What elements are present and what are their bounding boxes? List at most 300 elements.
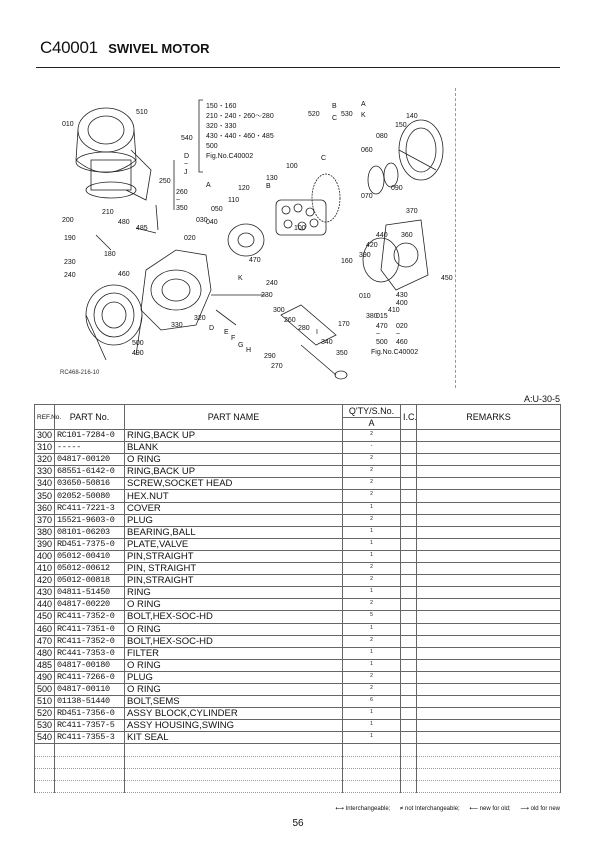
svg-text:260: 260 [284, 317, 296, 324]
svg-text:330: 330 [171, 322, 183, 329]
empty-cell [125, 780, 343, 792]
cell-ref-no: 310 [35, 442, 55, 454]
cell-ref-no: 420 [35, 575, 55, 587]
cell-qty: 2 [343, 683, 401, 695]
empty-cell [343, 744, 401, 756]
cell-ref-no: 350 [35, 490, 55, 502]
svg-text:540: 540 [181, 135, 193, 142]
col-ref-no: REF.No. [35, 405, 55, 430]
svg-text:480: 480 [118, 219, 130, 226]
cell-ref-no: 380 [35, 526, 55, 538]
table-row [35, 550, 561, 562]
empty-cell [125, 756, 343, 768]
col-qty-sub: A [343, 418, 401, 430]
cell-part-name: BOLT,HEX-SOC-HD [125, 635, 343, 647]
cell-remarks [417, 671, 561, 683]
svg-text:320: 320 [194, 315, 206, 322]
cell-ref-no: 460 [35, 623, 55, 635]
svg-text:240: 240 [266, 280, 278, 287]
diagram-callout: 150・160 [206, 103, 237, 110]
diagram-callout: 430・440・460・485 [206, 133, 274, 140]
cell-ref-no: 510 [35, 696, 55, 708]
cell-remarks [417, 466, 561, 478]
cell-remarks [417, 563, 561, 575]
svg-text:100: 100 [286, 163, 298, 170]
cell-part-no: RC411-7357-5 [55, 720, 125, 732]
cell-part-name: O RING [125, 454, 343, 466]
cell-part-no: RC411-7355-3 [55, 732, 125, 744]
diagram-divider [455, 88, 456, 388]
svg-text:B: B [266, 183, 271, 190]
svg-text:500: 500 [132, 340, 144, 347]
cell-ref-no: 330 [35, 466, 55, 478]
table-row [35, 575, 561, 587]
cell-ic [401, 720, 417, 732]
svg-text:380: 380 [366, 313, 378, 320]
cell-part-no: 08101-06203 [55, 526, 125, 538]
cell-part-name: KIT SEAL [125, 732, 343, 744]
svg-text:I: I [316, 329, 318, 336]
page-header [40, 38, 210, 58]
cell-remarks [417, 732, 561, 744]
cell-ic [401, 454, 417, 466]
cell-ic [401, 683, 417, 695]
cell-ref-no: 530 [35, 720, 55, 732]
table-row [35, 502, 561, 514]
cell-qty: 5 [343, 611, 401, 623]
cell-remarks [417, 514, 561, 526]
cell-part-name: BEARING,BALL [125, 526, 343, 538]
exploded-parts-diagram [36, 90, 486, 390]
svg-text:300: 300 [273, 307, 285, 314]
svg-text:370: 370 [406, 208, 418, 215]
svg-text:230: 230 [64, 259, 76, 266]
table-row [35, 671, 561, 683]
cell-part-name: COVER [125, 502, 343, 514]
svg-text:500: 500 [376, 339, 388, 346]
svg-text:230: 230 [261, 292, 273, 299]
empty-cell [401, 780, 417, 792]
right-flange-illustration [399, 120, 443, 180]
cell-part-no: RC101-7284-0 [55, 430, 125, 442]
svg-text:530: 530 [341, 111, 353, 118]
cell-remarks [417, 454, 561, 466]
cell-part-no: 03650-50816 [55, 478, 125, 490]
diagram-callout: 210・240・260～280 [206, 113, 274, 120]
cell-remarks [417, 490, 561, 502]
cell-remarks [417, 587, 561, 599]
table-row [35, 611, 561, 623]
section-title: SWIVEL MOTOR [108, 41, 210, 56]
cell-ref-no: 430 [35, 587, 55, 599]
cell-qty: 2 [343, 563, 401, 575]
svg-text:110: 110 [228, 197, 240, 204]
cell-part-no: 04817-00180 [55, 659, 125, 671]
cell-part-no: 05012-00818 [55, 575, 125, 587]
cell-part-name: HEX.NUT [125, 490, 343, 502]
cell-part-no: RC441-7353-0 [55, 647, 125, 659]
table-row [35, 635, 561, 647]
cell-part-name: O RING [125, 599, 343, 611]
cell-part-no: 02052-50080 [55, 490, 125, 502]
diagram-callout: 320・330 [206, 123, 237, 130]
empty-row [35, 768, 561, 780]
svg-text:160: 160 [341, 258, 353, 265]
section-code: C40001 [40, 38, 98, 57]
cell-ic [401, 538, 417, 550]
svg-text:410: 410 [388, 307, 400, 314]
svg-text:080: 080 [376, 133, 388, 140]
cell-remarks [417, 550, 561, 562]
svg-text:~: ~ [176, 197, 181, 204]
cell-ic [401, 599, 417, 611]
cell-part-name: BOLT,HEX-SOC-HD [125, 611, 343, 623]
cell-part-name: RING,BACK UP [125, 466, 343, 478]
cell-ref-no: 390 [35, 538, 55, 550]
col-part-no: PART No. [55, 405, 125, 430]
cell-ref-no: 410 [35, 563, 55, 575]
svg-text:A: A [361, 101, 366, 108]
reference-code: A:U-30-5 [523, 394, 560, 404]
cell-part-no: 01138-51440 [55, 696, 125, 708]
cell-part-no: 05012-00612 [55, 563, 125, 575]
cell-part-no: RD451-7356-0 [55, 708, 125, 720]
table-row [35, 490, 561, 502]
empty-cell [35, 768, 55, 780]
svg-text:D: D [209, 325, 215, 332]
cell-remarks [417, 635, 561, 647]
cell-ic [401, 526, 417, 538]
empty-cell [401, 768, 417, 780]
svg-text:J: J [184, 169, 188, 176]
svg-text:200: 200 [62, 217, 74, 224]
cell-qty: 1 [343, 623, 401, 635]
cell-part-name: ASSY HOUSING,SWING [125, 720, 343, 732]
cell-ic [401, 550, 417, 562]
table-row [35, 683, 561, 695]
svg-text:490: 490 [132, 350, 144, 357]
cell-remarks [417, 720, 561, 732]
cell-part-no: ----- [55, 442, 125, 454]
col-ic: I.C. [401, 405, 417, 430]
cell-qty: 1 [343, 538, 401, 550]
svg-text:420: 420 [366, 242, 378, 249]
table-row [35, 538, 561, 550]
cell-part-no: 04817-00120 [55, 454, 125, 466]
table-row [35, 720, 561, 732]
cell-ic [401, 514, 417, 526]
empty-row [35, 780, 561, 792]
empty-cell [55, 756, 125, 768]
cell-qty: - [343, 442, 401, 454]
svg-text:050: 050 [211, 206, 223, 213]
cell-ic [401, 478, 417, 490]
cell-part-no: RD451-7375-0 [55, 538, 125, 550]
legend-new-for-old: ⟵ new for old; [469, 806, 511, 812]
cell-ic [401, 466, 417, 478]
empty-cell [125, 768, 343, 780]
cell-qty: 2 [343, 575, 401, 587]
svg-text:460: 460 [396, 339, 408, 346]
col-qty: Q'TY/S.No. [343, 405, 401, 418]
table-row [35, 563, 561, 575]
cell-ref-no: 490 [35, 671, 55, 683]
empty-cell [417, 780, 561, 792]
cell-part-no: RC411-7221-3 [55, 502, 125, 514]
cell-ic [401, 696, 417, 708]
col-remarks: REMARKS [417, 405, 561, 430]
svg-text:H: H [246, 347, 252, 354]
cell-ref-no: 440 [35, 599, 55, 611]
svg-text:~: ~ [184, 161, 189, 168]
cell-part-no: 05012-00410 [55, 550, 125, 562]
cell-qty: 2 [343, 478, 401, 490]
svg-text:100: 100 [294, 225, 306, 232]
cell-remarks [417, 659, 561, 671]
cell-ref-no: 450 [35, 611, 55, 623]
flange-illustration [86, 285, 142, 360]
diagram-code: RC468-216-10 [60, 370, 100, 376]
cell-ref-no: 540 [35, 732, 55, 744]
empty-cell [401, 744, 417, 756]
cell-remarks [417, 623, 561, 635]
svg-text:~: ~ [376, 331, 381, 338]
empty-cell [343, 756, 401, 768]
table-row [35, 623, 561, 635]
cell-qty: 1 [343, 647, 401, 659]
table-row [35, 732, 561, 744]
cell-part-name: RING,BACK UP [125, 430, 343, 442]
cell-part-name: PLUG [125, 514, 343, 526]
svg-text:150: 150 [395, 122, 407, 129]
svg-text:390: 390 [359, 252, 371, 259]
cell-ref-no: 470 [35, 635, 55, 647]
empty-cell [35, 780, 55, 792]
cell-remarks [417, 430, 561, 442]
svg-text:240: 240 [64, 272, 76, 279]
cell-part-no: 68551-6142-0 [55, 466, 125, 478]
cell-part-no: RC411-7352-0 [55, 611, 125, 623]
cell-qty: 1 [343, 708, 401, 720]
cell-part-name: ASSY BLOCK,CYLINDER [125, 708, 343, 720]
svg-text:B: B [332, 103, 337, 110]
svg-text:A: A [206, 182, 211, 189]
svg-text:270: 270 [271, 363, 283, 370]
svg-text:C: C [321, 155, 327, 162]
svg-text:400: 400 [396, 300, 408, 307]
svg-text:350: 350 [336, 350, 348, 357]
empty-cell [401, 756, 417, 768]
svg-text:340: 340 [321, 339, 333, 346]
cell-part-name: PIN,STRAIGHT [125, 550, 343, 562]
svg-text:485: 485 [136, 225, 148, 232]
page-number: 56 [292, 818, 304, 829]
svg-text:360: 360 [401, 232, 413, 239]
cell-remarks [417, 683, 561, 695]
cell-ref-no: 480 [35, 647, 55, 659]
svg-text:430: 430 [396, 292, 408, 299]
svg-text:190: 190 [64, 235, 76, 242]
legend-old-for-new: ⟶ old for new [520, 806, 560, 812]
svg-text:170: 170 [338, 321, 350, 328]
parts-table [34, 404, 561, 793]
cell-part-name: O RING [125, 659, 343, 671]
cell-ref-no: 300 [35, 430, 55, 442]
cell-remarks [417, 526, 561, 538]
cell-part-name: BLANK [125, 442, 343, 454]
cell-qty: 2 [343, 430, 401, 442]
cell-part-name: PLATE,VALVE [125, 538, 343, 550]
empty-cell [417, 744, 561, 756]
table-row [35, 430, 561, 442]
svg-text:D: D [184, 153, 190, 160]
cell-remarks [417, 611, 561, 623]
cell-part-name: PIN, STRAIGHT [125, 563, 343, 575]
cell-part-name: O RING [125, 623, 343, 635]
cell-ic [401, 430, 417, 442]
empty-cell [417, 768, 561, 780]
svg-text:440: 440 [376, 232, 388, 239]
svg-text:~: ~ [396, 331, 401, 338]
cell-part-no: 04817-00110 [55, 683, 125, 695]
col-part-name: PART NAME [125, 405, 343, 430]
svg-text:510: 510 [136, 109, 148, 116]
cell-ic [401, 490, 417, 502]
cell-remarks [417, 599, 561, 611]
cell-ic [401, 442, 417, 454]
svg-text:250: 250 [159, 178, 171, 185]
svg-text:070: 070 [361, 193, 373, 200]
cell-ic [401, 647, 417, 659]
table-row [35, 526, 561, 538]
svg-text:450: 450 [441, 275, 453, 282]
empty-cell [55, 780, 125, 792]
svg-text:470: 470 [376, 323, 388, 330]
table-row [35, 659, 561, 671]
svg-text:210: 210 [102, 209, 114, 216]
svg-text:180: 180 [104, 251, 116, 258]
svg-text:015: 015 [376, 313, 388, 320]
cell-ref-no: 485 [35, 659, 55, 671]
cell-ref-no: 520 [35, 708, 55, 720]
cell-ic [401, 587, 417, 599]
empty-cell [343, 780, 401, 792]
table-row [35, 599, 561, 611]
svg-text:280: 280 [298, 325, 310, 332]
table-row [35, 696, 561, 708]
svg-text:460: 460 [118, 271, 130, 278]
cell-part-name: FILTER [125, 647, 343, 659]
cell-qty: 1 [343, 502, 401, 514]
diagram-callout: Fig.No.C40002 [371, 349, 419, 356]
cell-qty: 2 [343, 635, 401, 647]
svg-text:C: C [332, 115, 338, 122]
empty-cell [35, 744, 55, 756]
cell-qty: 1 [343, 587, 401, 599]
cell-part-name: PLUG [125, 671, 343, 683]
svg-text:350: 350 [176, 205, 188, 212]
cell-qty: 2 [343, 514, 401, 526]
cell-ref-no: 500 [35, 683, 55, 695]
svg-text:520: 520 [308, 111, 320, 118]
empty-cell [343, 768, 401, 780]
cell-remarks [417, 538, 561, 550]
cell-ref-no: 370 [35, 514, 55, 526]
cell-part-no: RC411-7351-0 [55, 623, 125, 635]
cell-ic [401, 659, 417, 671]
cell-remarks [417, 442, 561, 454]
cell-part-name: O RING [125, 683, 343, 695]
cell-ic [401, 563, 417, 575]
svg-text:060: 060 [361, 147, 373, 154]
table-row [35, 454, 561, 466]
svg-text:020: 020 [184, 235, 196, 242]
table-row [35, 708, 561, 720]
cell-ref-no: 320 [35, 454, 55, 466]
legend-not-interchangeable: ≠ not Interchangeable; [400, 806, 460, 812]
svg-text:470: 470 [249, 257, 261, 264]
cell-ic [401, 575, 417, 587]
legend-interchangeable: ⟷ Interchangeable; [335, 806, 391, 812]
cell-remarks [417, 708, 561, 720]
cell-remarks [417, 478, 561, 490]
table-row [35, 587, 561, 599]
cell-remarks [417, 696, 561, 708]
svg-text:F: F [231, 335, 236, 342]
svg-text:260: 260 [176, 189, 188, 196]
cell-ic [401, 623, 417, 635]
cell-remarks [417, 647, 561, 659]
empty-cell [35, 756, 55, 768]
empty-cell [417, 756, 561, 768]
table-row [35, 442, 561, 454]
cylinder-block-illustration [228, 200, 326, 256]
svg-text:120: 120 [238, 185, 250, 192]
empty-row [35, 744, 561, 756]
table-row [35, 647, 561, 659]
cell-remarks [417, 575, 561, 587]
cell-qty: 2 [343, 466, 401, 478]
cell-part-no: 04817-00220 [55, 599, 125, 611]
cell-qty: 6 [343, 696, 401, 708]
cell-ic [401, 502, 417, 514]
motor-assembly-illustration [76, 108, 151, 200]
cell-part-no: 15521-9603-0 [55, 514, 125, 526]
diagram-callout: 500 [206, 143, 218, 150]
svg-text:140: 140 [406, 113, 418, 120]
svg-text:130: 130 [266, 175, 278, 182]
cell-ic [401, 611, 417, 623]
cell-ref-no: 360 [35, 502, 55, 514]
cell-qty: 2 [343, 671, 401, 683]
cell-ic [401, 671, 417, 683]
diagram-callout: Fig.No.C40002 [206, 153, 254, 160]
empty-row [35, 756, 561, 768]
cell-qty: 1 [343, 550, 401, 562]
cell-remarks [417, 502, 561, 514]
cell-ic [401, 708, 417, 720]
svg-text:E: E [224, 329, 229, 336]
cell-part-name: BOLT,SEMS [125, 696, 343, 708]
empty-cell [55, 768, 125, 780]
svg-text:010: 010 [359, 293, 371, 300]
cover-illustration [363, 220, 428, 290]
svg-text:K: K [361, 112, 366, 119]
empty-cell [55, 744, 125, 756]
cell-qty: 1 [343, 720, 401, 732]
cell-ic [401, 732, 417, 744]
cell-qty: 1 [343, 526, 401, 538]
